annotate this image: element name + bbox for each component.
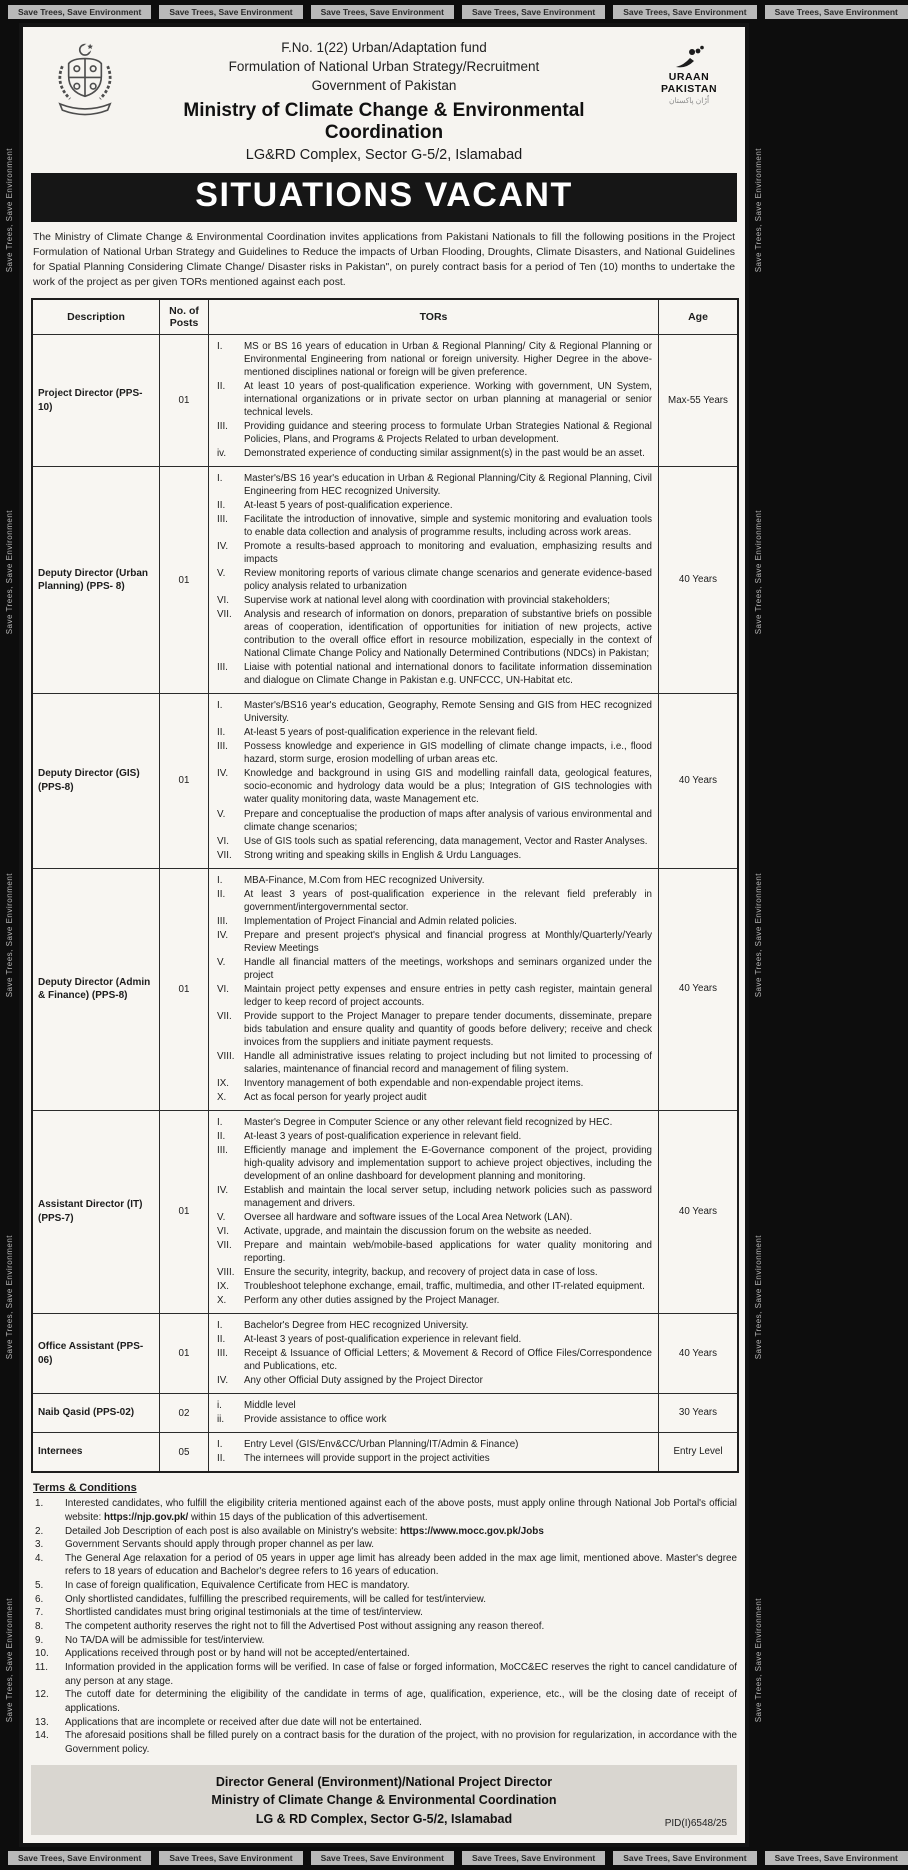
tor-item (217, 929, 652, 955)
term-text: In case of foreign qualification, Equivalence Certificate from HEC is mandatory. (65, 1580, 410, 1592)
tor-item (217, 472, 652, 498)
eco-strip-text-vertical: Save Trees, Save Environment (5, 1235, 14, 1360)
tor-text: Analysis and research of information on donors, preparation of substantive briefs on possible areas of cooperation, identification of opportunities for initiation of new projects, active contribution to the overall office effort in resource mobilization, especially in the context of National Climate Change Policy and Nationally Determined Contributions (NDCs) in Pakistan; (244, 609, 652, 660)
tor-number: I. (217, 340, 223, 352)
tor-item (217, 699, 652, 725)
eco-strip-text: Save Trees, Save Environment (462, 5, 605, 19)
eco-strip-text: Save Trees, Save Environment (462, 1851, 605, 1865)
term-number: 3. (35, 1539, 44, 1551)
term-text: Government Servants should apply through proper channel as per law. (65, 1539, 375, 1551)
tor-text: Efficiently manage and implement the E-Governance component of the project, providing high-quality advisory and implementation support to achieve project objectives, including the development of an online dashboard for development planning and monitoring. (244, 1144, 652, 1182)
project-line: Formulation of National Urban Strategy/Recruitment (228, 58, 540, 74)
tor-number: III. (217, 741, 228, 753)
eco-strip-text-vertical: Save Trees, Save Environment (5, 872, 14, 998)
ad-page (19, 23, 749, 1847)
posts-count: 01 (160, 694, 209, 868)
tor-number: III. (217, 514, 228, 526)
tor-number: VII. (217, 609, 232, 621)
eco-strip-text-vertical: Save Trees, Save Environment (5, 148, 14, 273)
tor-number: II. (217, 381, 226, 393)
tor-text: Middle level (244, 1400, 296, 1412)
tor-number: VII. (217, 849, 232, 861)
terms-item (31, 1716, 737, 1730)
tor-number: VII. (217, 1239, 232, 1251)
column-header: TORs (209, 299, 659, 335)
eco-strip-text: Save Trees, Save Environment (613, 5, 756, 19)
tor-number: III. (217, 1144, 228, 1156)
table-row (32, 868, 738, 1110)
tor-number: IX. (217, 1281, 229, 1293)
term-text: The competent authority reserves the right not to fill the Advertised Post without assigning any reason thereof. (65, 1621, 545, 1633)
column-header: Description (32, 299, 160, 335)
tor-item (217, 874, 652, 887)
term-number: 4. (35, 1552, 44, 1564)
column-header: Age (659, 299, 739, 335)
tor-item (217, 1266, 652, 1279)
tor-item (217, 1050, 652, 1076)
position-title: Deputy Director (Urban Planning) (PPS- 8) (32, 467, 160, 694)
tor-text: At-least 5 years of post-qualification experience. (244, 500, 453, 512)
tor-item (217, 1294, 652, 1307)
term-number: 5. (35, 1580, 44, 1592)
tor-item (217, 1399, 652, 1412)
eco-strip-text: Save Trees, Save Environment (311, 1851, 454, 1865)
tor-text: Act as focal person for yearly project audit (244, 1091, 427, 1103)
terms-item (31, 1606, 737, 1620)
tor-number: V. (217, 956, 226, 968)
term-text: Shortlisted candidates must bring original testimonials at the time of test/interview. (65, 1607, 423, 1619)
eco-strip-text: Save Trees, Save Environment (765, 1851, 908, 1865)
table-row (32, 1433, 738, 1473)
tor-item (217, 849, 652, 862)
tor-text: Ensure the security, integrity, backup, and recovery of project data in case of loss. (244, 1267, 598, 1278)
posts-count: 01 (160, 334, 209, 466)
tor-text: Liaise with potential national and international donors to facilitate information dissemination and dialogue on Climate Change in Pakistan e.g. UNFCCC, UN-Habitat etc. (244, 662, 652, 687)
term-text (65, 1525, 737, 1539)
tor-item (217, 661, 652, 687)
terms-item (31, 1634, 737, 1648)
tor-item (217, 1211, 652, 1224)
posts-count: 05 (160, 1433, 209, 1473)
tor-text: Troubleshoot telephone exchange, email, traffic, multimedia, and other IT-related equipment. (244, 1281, 645, 1293)
signature-block (31, 1765, 737, 1835)
tor-text: Use of GIS tools such as spatial referencing, data management, Vector and Raster Analyses. (244, 835, 648, 847)
tor-item (217, 1413, 652, 1426)
tor-list (209, 1433, 659, 1473)
signatory-ministry: Ministry of Climate Change & Environmental Coordination (211, 1793, 557, 1808)
age-limit: 40 Years (659, 1314, 739, 1394)
term-text-post: within 15 days of the publication of this advertisement. (188, 1511, 428, 1523)
tor-text: Activate, upgrade, and maintain the discussion forum on the website as needed. (244, 1225, 592, 1237)
tor-item (217, 1319, 652, 1332)
terms-item (31, 1538, 737, 1552)
term-text-pre: Interested candidates, who fulfill the eligibility criteria mentioned against each of the above posts, must apply online through National Job Portal's official website: (65, 1498, 737, 1523)
tor-item (217, 1280, 652, 1293)
uraan-logo-line2: PAKISTAN (660, 83, 718, 96)
tor-number: IV. (217, 1375, 229, 1387)
tor-item (217, 956, 652, 982)
tor-number: ii. (217, 1414, 225, 1426)
tor-item (217, 835, 652, 848)
tor-item (217, 540, 652, 566)
tor-item (217, 1130, 652, 1143)
top-eco-strip (0, 0, 898, 23)
tor-item (217, 513, 652, 539)
term-text: The cutoff date for determining the eligibility of the candidate in terms of age, qualification, experience, etc., will be the closing date of receipt of applications. (65, 1689, 737, 1715)
eco-strip-text-vertical: Save Trees, Save Environment (5, 510, 14, 635)
position-title: Office Assistant (PPS-06) (32, 1314, 160, 1394)
tor-text: Inventory management of both expendable and non-expendable project items. (244, 1077, 584, 1089)
uraan-logo-urdu: اُڑان پاکستان (668, 96, 710, 106)
term-number: 14. (35, 1730, 49, 1742)
tor-number: III. (217, 662, 228, 674)
tor-number: IX. (217, 1077, 229, 1089)
position-title: Project Director (PPS-10) (32, 334, 160, 466)
terms-list (31, 1497, 737, 1756)
tor-text: Facilitate the introduction of innovative, simple and systemic monitoring and evaluation tools to enable data collection and analysis of programme results, including across work areas. (244, 514, 652, 539)
tor-number: III. (217, 915, 228, 927)
middle-band (0, 23, 768, 1847)
tor-number: VI. (217, 983, 229, 995)
terms-item (31, 1729, 737, 1756)
tor-number: I. (217, 473, 223, 485)
tor-text: Master's/BS16 year's education, Geography, Remote Sensing and GIS from HEC recognized University. (244, 700, 652, 725)
tor-item (217, 420, 652, 446)
tor-number: II. (217, 1130, 226, 1142)
tor-item (217, 1116, 652, 1129)
term-number: 9. (35, 1634, 44, 1646)
tor-item (217, 567, 652, 593)
tor-item (217, 767, 652, 806)
table-row (32, 334, 738, 466)
tor-text: Handle all administrative issues relating to project including but not limited to processing of salaries, maintenance of financial record and management of filing system. (244, 1050, 652, 1075)
left-eco-strip (0, 23, 19, 1847)
terms-item (31, 1525, 737, 1539)
term-number: 8. (35, 1621, 44, 1633)
tor-item (217, 726, 652, 739)
tor-text: Establish and maintain the local server setup, including network policies such as password management and drivers. (244, 1184, 652, 1209)
term-text: Applications that are incomplete or received after due date will not be entertained. (65, 1716, 422, 1728)
tor-number: II. (217, 727, 226, 739)
tor-text: At least 10 years of post-qualification experience. Working with government, UN System, international organizations or in private sector on urban planning at managerial or senior technical levels. (244, 381, 652, 419)
eco-strip-text: Save Trees, Save Environment (8, 5, 151, 19)
term-text: The aforesaid positions shall be filled purely on a contract basis for the duration of the project, with no provision for regularization, in accordance with the Government policy. (65, 1730, 737, 1755)
tor-text: Demonstrated experience of conducting similar assignment(s) in the past would be an asset. (244, 448, 645, 460)
age-limit: 40 Years (659, 1110, 739, 1313)
term-url: https://njp.gov.pk/ (103, 1511, 189, 1523)
tor-number: VIII. (217, 1267, 235, 1278)
signatory-title: Director General (Environment)/National Project Director (215, 1774, 553, 1789)
position-title: Deputy Director (Admin & Finance) (PPS-8) (32, 868, 160, 1110)
tor-item (217, 1347, 652, 1373)
term-number: 13. (35, 1716, 49, 1728)
tor-text: Prepare and present project's physical and financial progress at Monthly/Quarterly/Yearly Review Meetings (244, 929, 652, 954)
terms-item (31, 1579, 737, 1593)
uraan-logo-line1: URAAN (668, 71, 710, 83)
tor-number: IV. (217, 1184, 229, 1196)
terms-item (31, 1593, 737, 1607)
table-row (32, 694, 738, 868)
tor-number: I. (217, 874, 223, 886)
tor-text: At-least 5 years of post-qualification experience in the relevant field. (244, 727, 538, 739)
tor-item (217, 1239, 652, 1265)
age-limit: 30 Years (659, 1394, 739, 1433)
position-title: Naib Qasid (PPS-02) (32, 1394, 160, 1433)
terms-heading: Terms & Conditions (33, 1482, 137, 1495)
tor-list (209, 1394, 659, 1433)
tor-item (217, 1374, 652, 1387)
tor-list (209, 1314, 659, 1394)
tor-text: Implementation of Project Financial and Admin related policies. (244, 915, 517, 927)
tor-text: Handle all financial matters of the meetings, workshops and seminars organized under the project (244, 956, 652, 981)
age-limit: 40 Years (659, 694, 739, 868)
tor-text: Master's Degree in Computer Science or any other relevant field recognized by HEC. (244, 1116, 613, 1128)
eco-strip-text: Save Trees, Save Environment (8, 1851, 151, 1865)
tor-number: I. (217, 1320, 223, 1332)
tor-item (217, 915, 652, 928)
position-title: Assistant Director (IT) (PPS-7) (32, 1110, 160, 1313)
tor-number: X. (217, 1295, 227, 1307)
tor-number: I. (217, 1439, 223, 1451)
intro-paragraph: The Ministry of Climate Change & Environmental Coordination invites applications from Pakistani Nationals to fill the following positions in the Project Formulation of National Urban Strategy and Guidelines to Reduce the impacts of Urban Flooding, Droughts, Climate Disasters, and National Guidelines for Spatial Planning Considering Climate Change/ Disaster risks in Pakistan", on purely contract basis for a period of Ten (10) months to undertake the work of the project as per given TORs mentioned against each post. (33, 231, 735, 288)
tor-item (217, 1184, 652, 1210)
tor-text: Entry Level (GIS/Env&CC/Urban Planning/IT/Admin & Finance) (244, 1439, 519, 1451)
terms-item (31, 1661, 737, 1688)
terms-item (31, 1497, 737, 1524)
tor-text: Supervise work at national level along with coordination with provincial stakeholders; (244, 595, 610, 607)
tor-number: II. (217, 1334, 226, 1346)
column-header: No. of Posts (160, 299, 209, 335)
tor-text: Any other Official Duty assigned by the Project Director (244, 1375, 483, 1387)
term-text-pre: Detailed Job Description of each post is also available on Ministry's website: (65, 1525, 401, 1537)
term-number: 1. (35, 1498, 44, 1510)
tor-list (209, 868, 659, 1110)
term-number: 7. (35, 1607, 44, 1619)
eco-strip-text: Save Trees, Save Environment (613, 1851, 756, 1865)
tor-number: VIII. (217, 1050, 235, 1062)
eco-strip-text: Save Trees, Save Environment (159, 5, 302, 19)
terms-item (31, 1620, 737, 1634)
tor-text: Master's/BS 16 year's education in Urban & Regional Planning/City & Regional Planning, Civil Engineering from HEC recognized University. (244, 473, 652, 498)
tor-number: I. (217, 1116, 223, 1128)
term-text: The General Age relaxation for a period of 05 years in upper age limit has already been added in the max age limit, mentioned above. Master's degree refers to 18 years of education and Bachelor's degree refers to 16 years of education. (65, 1552, 737, 1578)
tor-item (217, 1144, 652, 1183)
posts-count: 01 (160, 1314, 209, 1394)
table-row (32, 1394, 738, 1433)
situations-vacant-banner: SITUATIONS VACANT (31, 173, 737, 222)
tor-item (217, 499, 652, 512)
term-number: 6. (35, 1593, 44, 1605)
tor-text: Bachelor's Degree from HEC recognized University. (244, 1320, 469, 1332)
term-number: 10. (35, 1648, 49, 1660)
pid-number: PID(I)6548/25 (664, 1817, 727, 1829)
bottom-eco-strip (0, 1847, 898, 1870)
term-text: No TA/DA will be admissible for test/interview. (65, 1634, 265, 1646)
term-text: Only shortlisted candidates, fulfilling the prescribed requirements, will be called for test/interview. (65, 1593, 486, 1605)
tor-text: Providing guidance and steering process to formulate Urban Strategies National & Regional Policies, Plans, and Programs & Projects Related to urban development. (244, 421, 652, 446)
eco-strip-text-vertical: Save Trees, Save Environment (754, 148, 763, 273)
tor-item (217, 1225, 652, 1238)
tor-list (209, 334, 659, 466)
ministry-title: Ministry of Climate Change & Environmental Coordination (183, 99, 585, 143)
tor-text: Oversee all hardware and software issues of the Local Area Network (LAN). (244, 1211, 573, 1223)
age-limit: Entry Level (659, 1433, 739, 1473)
table-header-row (32, 299, 738, 335)
tor-number: X. (217, 1091, 227, 1103)
tor-text: Provide assistance to office work (244, 1414, 387, 1426)
tor-number: i. (217, 1400, 222, 1412)
tor-item (217, 983, 652, 1009)
term-number: 12. (35, 1689, 49, 1701)
tor-text: Provide support to the Project Manager to prepare tender documents, disseminate, prepare bids tabulation and ensure quality and quantity of goods before delivery; receive and check invoices from the suppliers and initiate payment requests. (244, 1010, 652, 1048)
tor-text: At least 3 years of post-qualification experience in the relevant field preferably in government/intergovernmental sector. (244, 888, 652, 913)
ad-header (31, 31, 737, 167)
tor-number: V. (217, 568, 226, 580)
tor-list (209, 1110, 659, 1313)
file-number: F.No. 1(22) Urban/Adaptation fund (281, 40, 487, 55)
tor-number: III. (217, 421, 228, 433)
tor-item (217, 608, 652, 660)
tor-number: V. (217, 1211, 226, 1223)
tor-number: II. (217, 1453, 226, 1465)
tor-number: V. (217, 808, 226, 820)
tor-text: Perform any other duties assigned by the Project Manager. (244, 1295, 500, 1307)
posts-count: 01 (160, 1110, 209, 1313)
posts-count: 01 (160, 868, 209, 1110)
terms-section (31, 1480, 737, 1756)
tor-number: III. (217, 1348, 228, 1360)
uraan-pakistan-logo (649, 45, 729, 105)
tor-text: Possess knowledge and experience in GIS modelling of climate change impacts, i.e., flood hazard, storm surge, erosion modelling of urban areas etc. (244, 741, 652, 766)
tor-item (217, 380, 652, 419)
tor-item (217, 740, 652, 766)
positions-table (31, 298, 739, 1473)
signatory-address: LG & RD Complex, Sector G-5/2, Islamabad (255, 1812, 513, 1827)
term-text (65, 1497, 737, 1524)
term-number: 2. (35, 1525, 44, 1537)
age-limit: 40 Years (659, 868, 739, 1110)
term-text: Applications received through post or by hand will not be accepted/entertained. (65, 1648, 410, 1660)
term-text: Information provided in the application forms will be verified. In case of false or forged information, MoCC&EC reserves the right to cancel candidature of any person at any stage. (65, 1662, 737, 1687)
tor-number: VI. (217, 595, 229, 607)
tor-text: Knowledge and background in using GIS and modelling rainfall data, geological features, socio-economic and hydrology data would be a plus; Integration of GIS technologies with water quality monitoring data, waste Management etc. (244, 768, 652, 806)
eco-strip-text-vertical: Save Trees, Save Environment (754, 872, 763, 998)
tor-text: MS or BS 16 years of education in Urban & Regional Planning/ City & Regional Planning or Environmental Engineering from national or foreign university. Higher Degree in the above-mentioned disciplines national or foreign will be given preference. (244, 340, 652, 379)
tor-text: Promote a results-based approach to monitoring and evaluation, emphasizing results and impacts (244, 541, 652, 566)
tor-text: Prepare and maintain web/mobile-based applications for water quality monitoring and reporting. (244, 1239, 652, 1264)
eco-strip-text: Save Trees, Save Environment (765, 5, 908, 19)
posts-count: 02 (160, 1394, 209, 1433)
term-number: 11. (35, 1662, 48, 1674)
tor-number: iv. (217, 448, 227, 460)
tor-text: MBA-Finance, M.Com from HEC recognized University. (244, 874, 485, 886)
tor-number: VII. (217, 1010, 232, 1022)
tor-item (217, 1438, 652, 1451)
tor-text: Strong writing and speaking skills in English & Urdu Languages. (244, 849, 522, 861)
tor-item (217, 1452, 652, 1465)
tor-item (217, 1010, 652, 1049)
tor-text: Prepare and conceptualise the production of maps after analysis of various environmental and climate change scenarios; (244, 808, 652, 833)
tor-item (217, 594, 652, 607)
tor-text: At-least 3 years of post-qualification experience in relevant field. (244, 1334, 522, 1346)
tor-item (217, 888, 652, 914)
ministry-address: LG&RD Complex, Sector G-5/2, Islamabad (245, 146, 523, 163)
tor-list (209, 467, 659, 694)
tor-item (217, 808, 652, 834)
tor-text: At-least 3 years of post-qualification experience in relevant field. (244, 1130, 522, 1142)
age-limit: Max-55 Years (659, 334, 739, 466)
tor-number: VI. (217, 1225, 229, 1237)
tor-number: IV. (217, 768, 229, 780)
tor-item (217, 1077, 652, 1090)
tor-item (217, 1091, 652, 1104)
pakistan-emblem-icon (47, 41, 123, 129)
posts-count: 01 (160, 467, 209, 694)
terms-item (31, 1647, 737, 1661)
tor-number: I. (217, 700, 223, 712)
tor-text: Maintain project petty expenses and ensure entries in petty cash register, maintain general ledger to keep record of project accounts. (244, 983, 652, 1008)
term-url: https://www.mocc.gov.pk/Jobs (400, 1525, 544, 1537)
position-title: Internees (32, 1433, 160, 1473)
terms-item (31, 1688, 737, 1715)
tor-item (217, 1333, 652, 1346)
government-line: Government of Pakistan (311, 77, 457, 93)
tor-number: II. (217, 500, 226, 512)
eco-strip-text: Save Trees, Save Environment (159, 1851, 302, 1865)
tor-list (209, 694, 659, 868)
tor-number: IV. (217, 541, 229, 553)
table-row (32, 467, 738, 694)
tor-text: Receipt & Issuance of Official Letters; & Movement & Record of Office Files/Correspondence and Publications, etc. (244, 1348, 652, 1373)
tor-text: The internees will provide support in the project activities (244, 1453, 490, 1465)
tor-text: Review monitoring reports of various climate change scenarios and generate evidence-based policy analysis related to urbanization (244, 568, 652, 593)
table-row (32, 1314, 738, 1394)
tor-number: II. (217, 888, 226, 900)
eco-strip-text: Save Trees, Save Environment (311, 5, 454, 19)
position-title: Deputy Director (GIS) (PPS-8) (32, 694, 160, 868)
tor-number: VI. (217, 835, 229, 847)
eco-strip-text-vertical: Save Trees, Save Environment (754, 510, 763, 635)
eco-strip-text-vertical: Save Trees, Save Environment (5, 1597, 14, 1722)
eco-strip-text-vertical: Save Trees, Save Environment (754, 1235, 763, 1360)
tor-item (217, 447, 652, 460)
terms-item (31, 1552, 737, 1579)
table-row (32, 1110, 738, 1313)
right-eco-strip (749, 23, 768, 1847)
tor-item (217, 340, 652, 379)
age-limit: 40 Years (659, 467, 739, 694)
eco-strip-text-vertical: Save Trees, Save Environment (754, 1597, 763, 1722)
tor-number: IV. (217, 929, 229, 941)
